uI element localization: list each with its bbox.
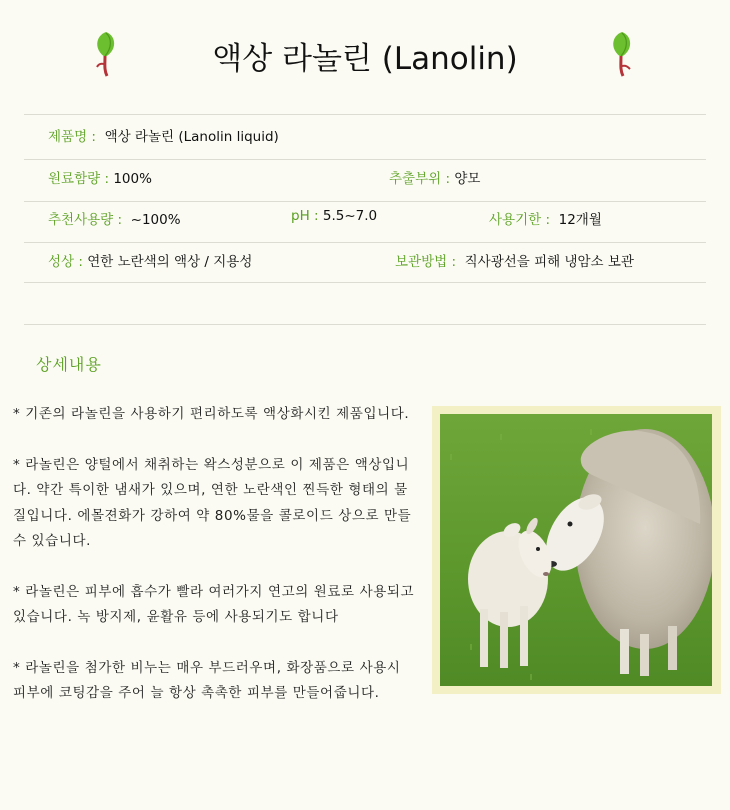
spec-label: 추출부위 :	[389, 171, 451, 187]
spec-ph	[291, 208, 377, 224]
description	[13, 402, 418, 732]
spec-value: 100%	[113, 171, 152, 187]
description-paragraph: * 라놀린은 양털에서 채취하는 왁스성분으로 이 제품은 액상입니다. 약간 특이한 냄새가 있으며, 연한 노란색인 찐득한 형태의 물질입니다. 에몰젼화가 강하여 약 80%물을 콜로이드 상으로 만들 수 있습니다.	[13, 456, 412, 550]
photo-frame	[432, 406, 721, 694]
spec-value: 직사광선을 피해 냉암소 보관	[464, 254, 634, 270]
section-heading: 상세내용	[36, 355, 102, 374]
spec-usage	[48, 208, 181, 228]
divider	[24, 159, 706, 160]
leaf-icon	[609, 30, 635, 78]
spec-value: 5.5~7.0	[322, 208, 378, 224]
spec-label: 원료함량 :	[48, 171, 110, 187]
page-header	[0, 0, 730, 100]
spec-value: 연한 노란색의 액상 / 지용성	[87, 254, 253, 270]
page-title: 액상 라놀린 (Lanolin)	[212, 41, 518, 77]
divider	[24, 114, 706, 115]
divider	[24, 324, 706, 325]
spec-product-name	[48, 125, 279, 145]
spec-value: 12개월	[558, 212, 602, 228]
divider	[24, 201, 706, 202]
spec-label: 사용기한 :	[489, 212, 551, 228]
spec-part	[389, 167, 480, 187]
spec-label: 추천사용량 :	[48, 212, 123, 228]
spec-label: 제품명 :	[48, 129, 96, 145]
spec-value: 액상 라놀린 (Lanolin liquid)	[104, 129, 279, 145]
spec-value: ~100%	[130, 212, 181, 228]
sheep-photo	[440, 414, 712, 686]
spec-content	[48, 167, 152, 187]
spec-storage	[395, 250, 634, 270]
spec-value: 양모	[454, 171, 481, 187]
spec-label: 보관방법 :	[395, 254, 457, 270]
spec-appearance	[48, 250, 252, 270]
divider	[24, 282, 706, 283]
description-paragraph: * 라놀린을 첨가한 비누는 매우 부드러우며, 화장품으로 사용시 피부에 코팅감을 주어 늘 항상 촉촉한 피부를 만들어줍니다.	[13, 660, 401, 702]
description-paragraph: * 라놀린은 피부에 흡수가 빨라 여러가지 연고의 원료로 사용되고 있습니다. 녹 방지제, 윤활유 등에 사용되기도 합니다	[13, 583, 415, 626]
divider	[24, 242, 706, 243]
spec-label: 성상 :	[48, 254, 83, 270]
description-paragraph: * 기존의 라놀린을 사용하기 편리하도록 액상화시킨 제품입니다.	[13, 406, 410, 422]
spec-expiry	[489, 208, 602, 228]
spec-label: pH :	[291, 208, 319, 224]
